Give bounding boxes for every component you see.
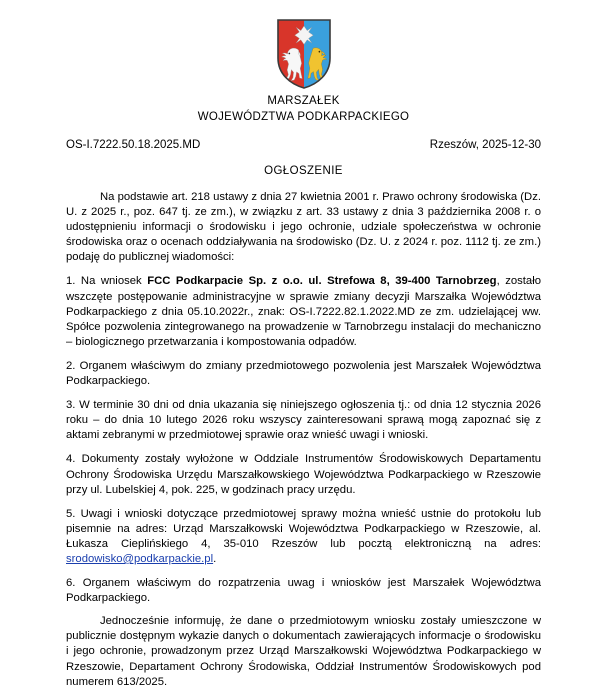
item5-tail: . [213, 552, 217, 565]
email-link[interactable]: srodowisko@podkarpackie.pl [66, 552, 214, 565]
paragraph-intro: Na podstawie art. 218 ustawy z dnia 27 kwietnia 2001 r. Prawo ochrony środowiska (Dz. U. z 2025 r., poz. 647 tj. ze zm.), w związku z art. 33 ustawy z dnia 3 października 2008 r. o udostępnieniu informacji o środowisku i jego ochronie, udziale społeczeństwa w ochronie środowiska oraz o ocenach oddziaływania na środowisko (Dz. U. z 2024 r. poz. 1112 tj. ze zm.) podaję do publicznej wiadomości: [66, 191, 541, 264]
paragraph-item-6: 6. Organem właściwym do rozpatrzenia uwag i wniosków jest Marszałek Województwa Podkarpackiego. [66, 577, 541, 605]
paragraph-item-2: 2. Organem właściwym do zmiany przedmiotowego pozwolenia jest Marszałek Województwa Podkarpackiego. [66, 359, 541, 388]
paragraph-closing: Jednocześnie informuję, że dane o przedmiotowym wniosku zostały umieszczone w publicznie dostępnym wykazie danych o dokumentach zawierających informacje o środowisku i jego ochronie, prowadzonym przez Urząd Marszałkowski Województwa Podkarpackiego w Rzeszowie, Departament Ochrony Środowiska, Oddział Instrumentów Środowiskowych pod numerem 613/2025. [66, 615, 541, 688]
paragraph-item-1 [66, 274, 541, 349]
item1-applicant-bold: FCC Podkarpacie Sp. z o.o. ul. Strefowa 8, 39-400 Tarnobrzeg [147, 275, 497, 288]
item1-rest: , zostało wszczęte postępowanie administracyjne w sprawie zmiany decyzji Marszałka Województwa Podkarpackiego z dnia 05.10.2022r., znak: OS-I.7222.82.1.2022.MD ze zm. udzielającej ww. Spółce pozwolenia zintegrowanego na prowadzenie w Tarnobrzegu instalacji do mechaniczno – biologicznego przetwarzania i kompostowania odpadów. [66, 275, 541, 348]
paragraph-item-4: 4. Dokumenty zostały wyłożone w Oddziale Instrumentów Środowiskowych Departamentu Ochrony Środowiska Urzędu Marszałkowskiego Województwa Podkarpackiego w Rzeszowie przy ul. Lubelskiej 4, pok. 225, w godzinach pracy urzędu. [66, 453, 541, 496]
page-title: OGŁOSZENIE [264, 165, 343, 177]
item5-lead: 5. Uwagi i wnioski dotyczące przedmiotowej sprawy można wnieść ustnie do protokołu lub pisemnie na adres: Urząd Marszałkowski Województwa Podkarpackiego w Rzeszowie, al. Łukasza Cieplińskiego 4, 35-010 Rzeszów lub pocztą elektroniczną na adres: [66, 507, 541, 550]
coat-of-arms-icon [276, 18, 332, 90]
place-and-date: Rzeszów, 2025-12-30 [429, 139, 541, 151]
document-body [66, 190, 541, 690]
document-header [66, 93, 541, 125]
header-line-wojewodztwa: WOJEWÓDZTWA PODKARPACKIEGO [197, 111, 410, 123]
crest-container [66, 0, 541, 90]
item1-lead: 1. Na wniosek [66, 275, 148, 288]
header-line-marszalek: MARSZAŁEK [267, 95, 340, 107]
paragraph-item-5 [66, 507, 541, 567]
case-number: OS-I.7222.50.18.2025.MD [66, 139, 201, 151]
reference-line [66, 139, 541, 151]
paragraph-item-3: 3. W terminie 30 dni od dnia ukazania się niniejszego ogłoszenia tj.: od dnia 12 stycznia 2026 roku – do dnia 10 lutego 2026 roku wszyscy zainteresowani sprawą mogą zapoznać się z aktami zebranymi w przedmiotowej sprawie oraz wnieść uwagi i wnioski. [66, 399, 541, 442]
